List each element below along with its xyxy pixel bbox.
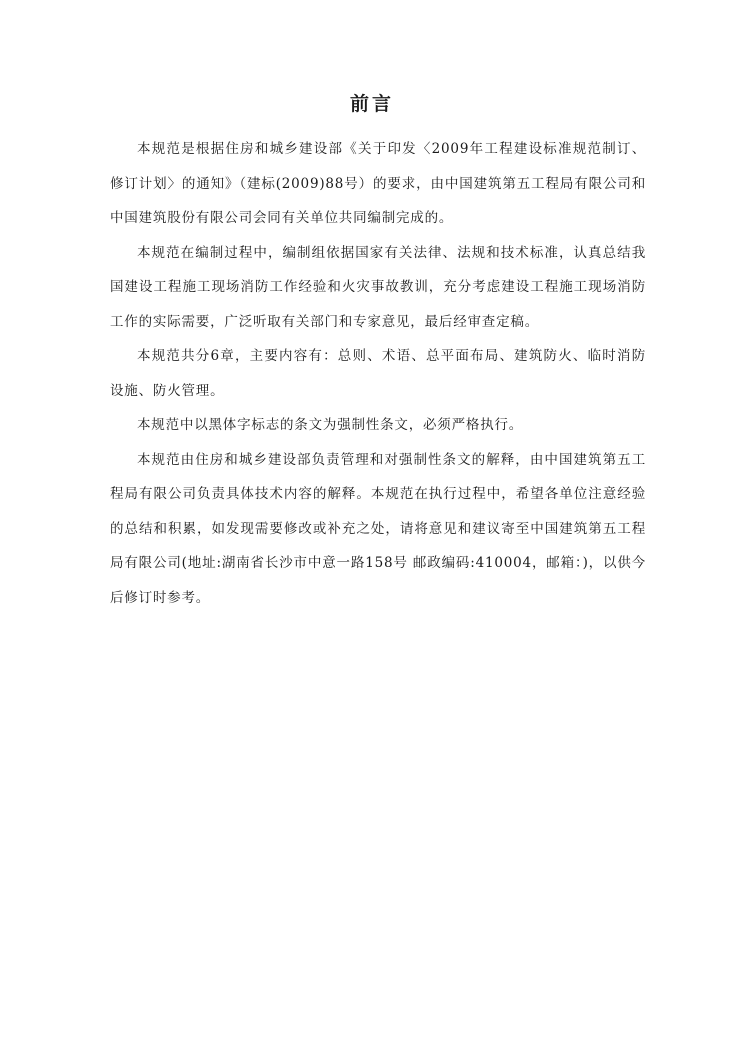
paragraph-basis: 本规范是根据住房和城乡建设部《关于印发〈2009年工程建设标准规范制订、修订计划〉的通知》（建标(2009)88号）的要求，由中国建筑第五工程局有限公司和中国建筑股份有限公司会同有关单位共同编制完成的。 xyxy=(110,141,646,226)
paragraph-contents: 本规范共分6章，主要内容有：总则、术语、总平面布局、建筑防火、临时消防设施、防火管理。 xyxy=(110,348,646,399)
paragraph-process: 本规范在编制过程中，编制组依据国家有关法律、法规和技术标准，认真总结我国建设工程施工现场消防工作经验和火灾事故教训，充分考虑建设工程施工现场消防工作的实际需要，广泛听取有关部门和专家意见，最后经审查定稿。 xyxy=(110,244,646,330)
paragraph-mandatory: 本规范中以黑体字标志的条文为强制性条文，必须严格执行。 xyxy=(137,417,524,433)
page-title: 前言 xyxy=(349,93,394,115)
preface-body xyxy=(110,132,646,615)
paragraph-management: 本规范由住房和城乡建设部负责管理和对强制性条文的解释，由中国建筑第五工程局有限公司负责具体技术内容的解释。本规范在执行过程中，希望各单位注意经验的总结和积累，如发现需要修改或补充之处，请将意见和建议寄至中国建筑第五工程局有限公司(地址:湖南省长沙市中意一路158号 邮政编码:410004，邮箱：)，以供今后修订时参考。 xyxy=(110,451,646,606)
